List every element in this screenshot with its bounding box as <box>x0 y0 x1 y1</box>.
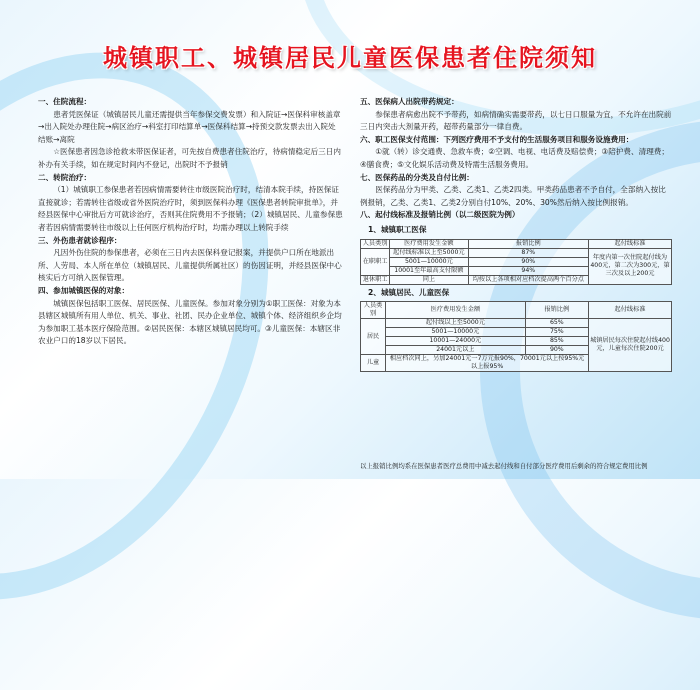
table-cell-ratio: 65% <box>525 319 588 328</box>
section-heading: 七、医保药品的分类及自付比例： <box>360 172 474 182</box>
table-cell-amount: 5001—10000元 <box>386 328 526 337</box>
table-header: 医疗费用发生金额 <box>390 239 468 248</box>
table-cell-amount: 24001元以上 <box>386 346 526 355</box>
table-header: 人员类别 <box>361 239 390 248</box>
right-column <box>360 96 672 372</box>
table-cell-amount: 同上 <box>390 275 468 284</box>
table-header: 医疗费用发生金额 <box>386 302 526 319</box>
table-cell-ratio: 90% <box>468 257 588 266</box>
table-header: 起付线标准 <box>589 239 672 248</box>
table-cell-amount: 5001—10000元 <box>390 257 468 266</box>
table-cell-ratio: 75% <box>525 328 588 337</box>
table-cell-amount: 10001—24000元 <box>386 337 526 346</box>
table-cell-ratio: 85% <box>525 337 588 346</box>
table-cell-amount: 起付线标准以上至5000元 <box>390 248 468 257</box>
paragraph: 患者凭医保证（城镇居民儿童还需提供当年参保交费发票）和入院证→医保科审核盖章→出入院处办理住院→病区治疗→科室打印结算单→医保科结算→持预交款发票去出入院处结账→离院 <box>38 109 341 144</box>
table-cell-category: 儿童 <box>361 355 386 372</box>
section-heading: 六、职工医保支付范围：下列医疗费用不予支付的生活服务项目和服务设施费用： <box>360 134 634 144</box>
table-cell-ratio: 94% <box>468 266 588 275</box>
table1-title: 1、城镇职工医保 <box>368 224 427 234</box>
table-header: 起付线标准 <box>589 302 672 319</box>
section-heading: 二、转院治疗： <box>38 172 92 182</box>
table-cell-threshold: 年度内第一次住院起付线为400元，第二次为300元，第三次及以上200元 <box>589 248 672 284</box>
table-header: 人员类别 <box>361 302 386 319</box>
section-heading: 八、起付线标准及报销比例（以二级医院为例） <box>360 210 520 220</box>
table-cell-category: 退休职工 <box>361 275 390 284</box>
paragraph: 城镇医保包括职工医保、居民医保、儿童医保。参加对象分别为①职工医保：对象为本县辖区城镇所有用人单位、机关、事业、社团、民办企业单位、城镇个体、经济组织乡企均为参加职工基本医疗保险范围。②居民医保：本辖区城镇居民均可。③儿童医保：本辖区非农业户口的18岁以下居民。 <box>38 298 342 346</box>
section-heading: 五、医保病人出院带药规定： <box>360 97 459 106</box>
table-cell-category: 在职职工 <box>361 248 390 275</box>
resident-insurance-table <box>360 301 672 372</box>
table-header: 报销比例 <box>468 239 588 248</box>
section-heading: 一、住院流程： <box>38 97 92 106</box>
employee-insurance-table <box>360 239 672 285</box>
table-cell-category: 居民 <box>361 319 386 355</box>
table-header: 报销比例 <box>525 302 588 319</box>
page-title: 城镇职工、城镇居民儿童医保患者住院须知 <box>103 44 597 72</box>
paragraph: 凡因外伤住院的参保患者，必须在三日内去医保科登记报案，并提供户口所在地派出所、人劳局、本人所在单位（城镇居民、儿童提供所属社区）的伤因证明，并经县医保中心核实后方可纳入医保管理。 <box>38 248 342 283</box>
paragraph: ☆医保患者因急诊抢救未带医保证者，可先按自费患者住院治疗，待病情稳定后三日内补办有关手续，如在规定时间内不登记，出院时不予报销 <box>38 147 341 169</box>
table-cell-threshold: 城镇居民每次住院起付线400元，儿童每次住院200元 <box>589 319 672 372</box>
table-cell-ratio: 均按以上各项相对应档次提高两个百分点 <box>468 275 588 284</box>
table-cell-ratio: 87% <box>468 248 588 257</box>
paragraph: （1）城镇职工参保患者若因病情需要转往市级医院治疗时，结清本院手续，持医保证直接就诊；若需转往省级或省外医院治疗时，须到医保科办理《医保患者转院审批单》，并经县医保中心审批后方可就诊治疗，否则其住院费用不予报销；（2）城镇居民、儿童参保患者若因病情需要转往市级以上任何医疗机构治疗时，均需办理以上转院手续 <box>38 185 343 232</box>
table-cell-amount: 10001至年最高支付限额 <box>390 266 468 275</box>
paragraph: 医保药品分为甲类、乙类、乙类1、乙类2四类。甲类药品患者不予自付，全部纳入按比例报销，乙类、乙类1、乙类2分别自付10%、20%、30%然后纳入按比例报销。 <box>360 185 666 207</box>
paragraph: 参保患者病愈出院不予带药，如病情确实需要带药，以七日口服量为宜，不允许在出院前三日内突击大剂量开药，超带药量部分一律自费。 <box>360 109 672 132</box>
section-heading: 三、外伤患者就诊程序： <box>38 235 122 245</box>
section-heading: 四、参加城镇医保的对象： <box>38 285 130 295</box>
table2-title: 2、城镇居民、儿童医保 <box>368 287 450 297</box>
table-cell-ratio: 90% <box>525 346 588 355</box>
table-cell-child-note: 相应档次同上，另加24001元一7万元报90%，70001元以上按95%元以上报95% <box>386 355 589 372</box>
left-column <box>38 96 343 348</box>
paragraph: ①就（转）诊交通费、急救车费；②空调、电视、电话费及赔偿费；③陪护费、清理费；④膳食费；⑤文化娱乐活动费及特需生活服务费用。 <box>360 147 669 169</box>
footnote: 以上报销比例均系在医保患者医疗总费用中减去起付线和自付部分医疗费用后剩余的符合规定费用比例 <box>360 462 648 470</box>
table-cell-amount: 起付线以上至5000元 <box>386 319 526 328</box>
